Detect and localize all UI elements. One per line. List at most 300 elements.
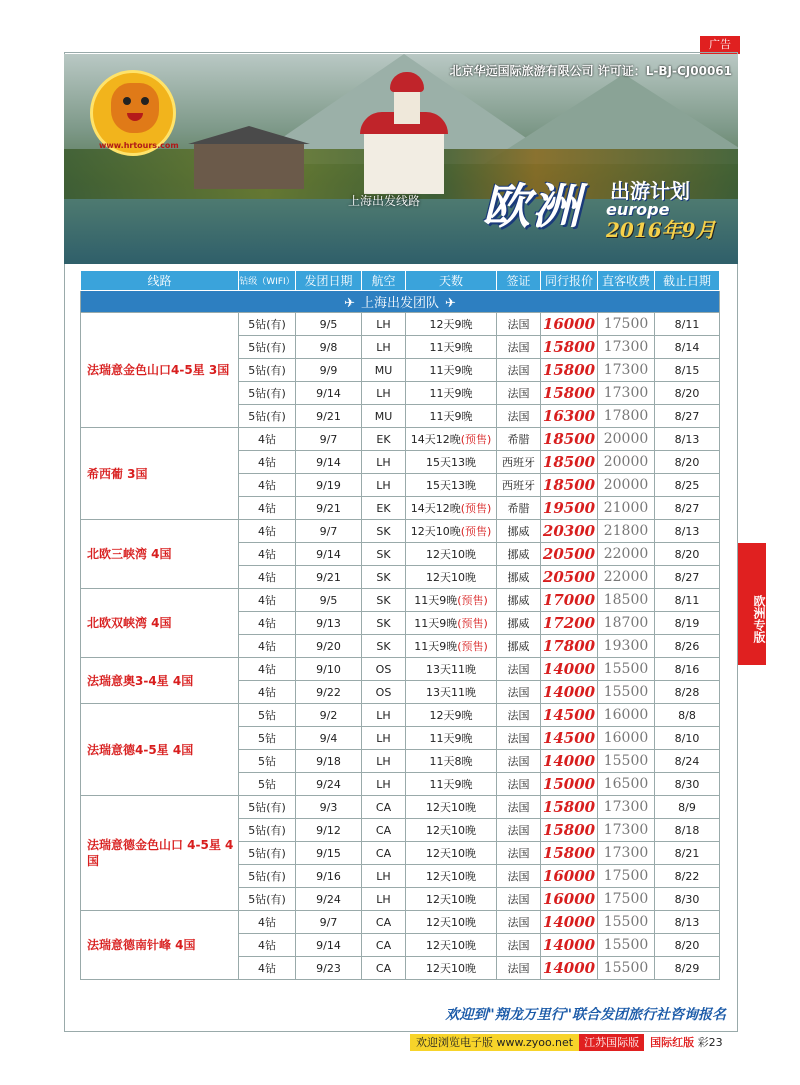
cell-peer-price: 17200 bbox=[541, 612, 598, 635]
church-building bbox=[364, 124, 444, 194]
cell-peer-price: 16000 bbox=[541, 865, 598, 888]
departure-label: 上海出发线路 bbox=[348, 194, 421, 208]
cell-peer-price: 17800 bbox=[541, 635, 598, 658]
cell-deadline: 8/16 bbox=[655, 658, 720, 681]
cell-direct-price: 16500 bbox=[598, 773, 655, 796]
cell-visa: 挪威 bbox=[497, 612, 541, 635]
table-row bbox=[81, 911, 720, 934]
welcome-banner: 欢迎到"翔龙万里行"联合发团旅行社咨询报名 bbox=[445, 1007, 726, 1023]
cell-peer-price: 18500 bbox=[541, 451, 598, 474]
cell-days bbox=[406, 773, 497, 796]
cell-direct-price: 15500 bbox=[598, 911, 655, 934]
cell-level: 4钻 bbox=[239, 566, 296, 589]
cell-days bbox=[406, 336, 497, 359]
cell-direct-price: 22000 bbox=[598, 543, 655, 566]
cell-airline: SK bbox=[362, 566, 406, 589]
days-text: 12天9晚 bbox=[429, 709, 473, 722]
cell-deadline: 8/9 bbox=[655, 796, 720, 819]
days-text: 12天10晚 bbox=[426, 916, 476, 929]
days-text: 12天10晚 bbox=[426, 824, 476, 837]
cell-airline: EK bbox=[362, 497, 406, 520]
col-date: 发团日期 bbox=[296, 271, 362, 291]
cell-direct-price: 22000 bbox=[598, 566, 655, 589]
cell-level: 4钻 bbox=[239, 474, 296, 497]
cell-visa: 挪威 bbox=[497, 635, 541, 658]
cell-direct-price: 15500 bbox=[598, 934, 655, 957]
cell-days bbox=[406, 704, 497, 727]
cell-level: 4钻 bbox=[239, 612, 296, 635]
cell-direct-price: 17300 bbox=[598, 796, 655, 819]
cell-visa: 西班牙 bbox=[497, 474, 541, 497]
col-peer-price: 同行报价 bbox=[541, 271, 598, 291]
tour-table bbox=[80, 270, 720, 980]
cell-date: 9/2 bbox=[296, 704, 362, 727]
cell-days bbox=[406, 727, 497, 750]
cell-level: 5钻(有) bbox=[239, 382, 296, 405]
cell-direct-price: 17500 bbox=[598, 313, 655, 336]
cell-level: 4钻 bbox=[239, 681, 296, 704]
cell-airline: LH bbox=[362, 750, 406, 773]
cell-direct-price: 18500 bbox=[598, 589, 655, 612]
cell-visa: 法国 bbox=[497, 336, 541, 359]
cell-date: 9/21 bbox=[296, 566, 362, 589]
cell-date: 9/15 bbox=[296, 842, 362, 865]
cell-airline: LH bbox=[362, 451, 406, 474]
cell-level: 4钻 bbox=[239, 543, 296, 566]
footer-page bbox=[644, 1034, 729, 1051]
cell-days bbox=[406, 635, 497, 658]
cell-date: 9/23 bbox=[296, 957, 362, 980]
cell-date: 9/5 bbox=[296, 589, 362, 612]
col-direct-price: 直客收费 bbox=[598, 271, 655, 291]
cell-deadline: 8/15 bbox=[655, 359, 720, 382]
cell-deadline: 8/10 bbox=[655, 727, 720, 750]
cell-level: 4钻 bbox=[239, 451, 296, 474]
cell-peer-price: 18500 bbox=[541, 428, 598, 451]
cell-peer-price: 14000 bbox=[541, 911, 598, 934]
cell-level: 5钻(有) bbox=[239, 405, 296, 428]
title-en: europe bbox=[606, 200, 670, 219]
cell-date: 9/14 bbox=[296, 451, 362, 474]
cell-direct-price: 15500 bbox=[598, 957, 655, 980]
cell-direct-price: 15500 bbox=[598, 658, 655, 681]
days-text: 15天13晚 bbox=[426, 479, 476, 492]
cell-visa: 挪威 bbox=[497, 589, 541, 612]
cell-visa: 法国 bbox=[497, 704, 541, 727]
cell-level: 5钻(有) bbox=[239, 336, 296, 359]
cell-deadline: 8/13 bbox=[655, 428, 720, 451]
footer-browse[interactable]: 欢迎浏览电子版 www.zyoo.net bbox=[410, 1034, 579, 1051]
route-name: 法瑞意德南针峰 4国 bbox=[81, 911, 239, 980]
cell-level: 5钻(有) bbox=[239, 819, 296, 842]
cell-date: 9/24 bbox=[296, 888, 362, 911]
cell-level: 4钻 bbox=[239, 934, 296, 957]
cell-days bbox=[406, 888, 497, 911]
cell-airline: LH bbox=[362, 773, 406, 796]
days-text: 11天9晚 bbox=[414, 640, 458, 653]
cell-airline: LH bbox=[362, 865, 406, 888]
days-text: 11天8晚 bbox=[429, 755, 473, 768]
cell-peer-price: 19500 bbox=[541, 497, 598, 520]
cell-airline: SK bbox=[362, 520, 406, 543]
days-text: 13天11晚 bbox=[426, 663, 476, 676]
cell-airline: SK bbox=[362, 635, 406, 658]
side-tab-europe: 欧洲专版 bbox=[738, 543, 766, 665]
table-header-row bbox=[81, 271, 720, 291]
cell-days bbox=[406, 359, 497, 382]
cell-date: 9/8 bbox=[296, 336, 362, 359]
cell-date: 9/10 bbox=[296, 658, 362, 681]
barn-building bbox=[194, 144, 304, 189]
cell-deadline: 8/27 bbox=[655, 497, 720, 520]
cell-visa: 法国 bbox=[497, 750, 541, 773]
cell-days bbox=[406, 796, 497, 819]
cell-direct-price: 17300 bbox=[598, 842, 655, 865]
cell-days bbox=[406, 451, 497, 474]
title-date: 2016年9月 bbox=[606, 218, 716, 242]
cell-peer-price: 14000 bbox=[541, 750, 598, 773]
cell-days bbox=[406, 566, 497, 589]
cell-visa: 希腊 bbox=[497, 428, 541, 451]
presale-note: (预售) bbox=[457, 617, 488, 630]
table-row bbox=[81, 704, 720, 727]
departure-band bbox=[81, 291, 720, 313]
cell-airline: SK bbox=[362, 589, 406, 612]
cell-visa: 法国 bbox=[497, 658, 541, 681]
table-row bbox=[81, 796, 720, 819]
cell-direct-price: 20000 bbox=[598, 428, 655, 451]
cell-peer-price: 15800 bbox=[541, 336, 598, 359]
route-name: 希西葡 3国 bbox=[81, 428, 239, 520]
company-logo bbox=[90, 70, 179, 156]
cell-visa: 法国 bbox=[497, 865, 541, 888]
cell-direct-price: 15500 bbox=[598, 750, 655, 773]
band-label: 上海出发团队 bbox=[360, 296, 439, 311]
cell-airline: MU bbox=[362, 359, 406, 382]
cell-level: 5钻(有) bbox=[239, 359, 296, 382]
cell-date: 9/19 bbox=[296, 474, 362, 497]
col-level: 钻级（WIFI） bbox=[239, 271, 296, 291]
cell-direct-price: 21800 bbox=[598, 520, 655, 543]
col-route: 线路 bbox=[81, 271, 239, 291]
table-row bbox=[81, 658, 720, 681]
cell-date: 9/13 bbox=[296, 612, 362, 635]
cell-deadline: 8/13 bbox=[655, 520, 720, 543]
cell-date: 9/4 bbox=[296, 727, 362, 750]
cell-visa: 法国 bbox=[497, 382, 541, 405]
cell-visa: 法国 bbox=[497, 359, 541, 382]
cell-date: 9/14 bbox=[296, 543, 362, 566]
cell-deadline: 8/14 bbox=[655, 336, 720, 359]
cell-days bbox=[406, 957, 497, 980]
days-text: 14天12晚 bbox=[410, 433, 461, 446]
cell-level: 5钻(有) bbox=[239, 888, 296, 911]
cell-date: 9/14 bbox=[296, 934, 362, 957]
cell-level: 4钻 bbox=[239, 635, 296, 658]
cell-deadline: 8/20 bbox=[655, 543, 720, 566]
days-text: 12天10晚 bbox=[426, 962, 476, 975]
cell-date: 9/5 bbox=[296, 313, 362, 336]
cell-peer-price: 16300 bbox=[541, 405, 598, 428]
cell-peer-price: 14000 bbox=[541, 681, 598, 704]
cell-peer-price: 15000 bbox=[541, 773, 598, 796]
cell-deadline: 8/20 bbox=[655, 451, 720, 474]
cell-date: 9/24 bbox=[296, 773, 362, 796]
company-license: 北京华远国际旅游有限公司 许可证：L-BJ-CJ00061 bbox=[449, 64, 732, 78]
days-text: 12天9晚 bbox=[429, 318, 473, 331]
days-text: 11天9晚 bbox=[429, 410, 473, 423]
cell-peer-price: 20300 bbox=[541, 520, 598, 543]
cell-days bbox=[406, 819, 497, 842]
route-name: 北欧三峡湾 4国 bbox=[81, 520, 239, 589]
cell-airline: LH bbox=[362, 888, 406, 911]
cell-visa: 法国 bbox=[497, 888, 541, 911]
route-name: 法瑞意德4-5星 4国 bbox=[81, 704, 239, 796]
col-deadline: 截止日期 bbox=[655, 271, 720, 291]
cell-visa: 挪威 bbox=[497, 543, 541, 566]
cell-date: 9/21 bbox=[296, 405, 362, 428]
cell-level: 4钻 bbox=[239, 428, 296, 451]
cell-airline: LH bbox=[362, 727, 406, 750]
cell-level: 4钻 bbox=[239, 520, 296, 543]
cell-level: 5钻 bbox=[239, 750, 296, 773]
cell-days bbox=[406, 681, 497, 704]
cell-direct-price: 17300 bbox=[598, 336, 655, 359]
cell-visa: 希腊 bbox=[497, 497, 541, 520]
cell-visa: 法国 bbox=[497, 957, 541, 980]
cell-date: 9/18 bbox=[296, 750, 362, 773]
cell-direct-price: 17300 bbox=[598, 819, 655, 842]
cell-level: 4钻 bbox=[239, 589, 296, 612]
cell-date: 9/3 bbox=[296, 796, 362, 819]
cell-airline: OS bbox=[362, 681, 406, 704]
presale-note: (预售) bbox=[460, 525, 492, 538]
cell-airline: CA bbox=[362, 957, 406, 980]
cell-direct-price: 20000 bbox=[598, 474, 655, 497]
cell-airline: CA bbox=[362, 819, 406, 842]
table-row bbox=[81, 520, 720, 543]
cell-deadline: 8/21 bbox=[655, 842, 720, 865]
cell-airline: LH bbox=[362, 313, 406, 336]
cell-peer-price: 16000 bbox=[541, 888, 598, 911]
cell-peer-price: 20500 bbox=[541, 543, 598, 566]
cell-deadline: 8/11 bbox=[655, 589, 720, 612]
cell-direct-price: 16000 bbox=[598, 727, 655, 750]
cell-visa: 法国 bbox=[497, 727, 541, 750]
cell-days bbox=[406, 543, 497, 566]
cell-airline: CA bbox=[362, 911, 406, 934]
cell-level: 4钻 bbox=[239, 497, 296, 520]
cell-deadline: 8/25 bbox=[655, 474, 720, 497]
cell-airline: SK bbox=[362, 612, 406, 635]
cell-visa: 法国 bbox=[497, 819, 541, 842]
cell-days bbox=[406, 313, 497, 336]
table-row bbox=[81, 428, 720, 451]
presale-note: (预售) bbox=[460, 433, 492, 446]
cell-level: 5钻(有) bbox=[239, 865, 296, 888]
cell-days bbox=[406, 842, 497, 865]
cell-visa: 西班牙 bbox=[497, 451, 541, 474]
cell-date: 9/20 bbox=[296, 635, 362, 658]
cell-peer-price: 15800 bbox=[541, 359, 598, 382]
cell-peer-price: 15800 bbox=[541, 796, 598, 819]
days-text: 11天9晚 bbox=[429, 732, 473, 745]
route-name: 法瑞意金色山口4-5星 3国 bbox=[81, 313, 239, 428]
cell-date: 9/7 bbox=[296, 911, 362, 934]
cell-days bbox=[406, 405, 497, 428]
days-text: 11天9晚 bbox=[414, 617, 458, 630]
cell-peer-price: 14500 bbox=[541, 704, 598, 727]
col-visa: 签证 bbox=[497, 271, 541, 291]
cell-peer-price: 14000 bbox=[541, 957, 598, 980]
cell-days bbox=[406, 658, 497, 681]
cell-airline: CA bbox=[362, 934, 406, 957]
cell-date: 9/16 bbox=[296, 865, 362, 888]
cell-direct-price: 17300 bbox=[598, 359, 655, 382]
cell-peer-price: 15800 bbox=[541, 382, 598, 405]
days-text: 11天9晚 bbox=[429, 341, 473, 354]
cell-peer-price: 14000 bbox=[541, 658, 598, 681]
cell-date: 9/22 bbox=[296, 681, 362, 704]
cell-airline: LH bbox=[362, 474, 406, 497]
days-text: 11天9晚 bbox=[414, 594, 458, 607]
cell-visa: 法国 bbox=[497, 911, 541, 934]
cell-date: 9/12 bbox=[296, 819, 362, 842]
cell-peer-price: 20500 bbox=[541, 566, 598, 589]
cell-days bbox=[406, 865, 497, 888]
cell-direct-price: 17500 bbox=[598, 888, 655, 911]
route-name: 北欧双峡湾 4国 bbox=[81, 589, 239, 658]
cell-direct-price: 15500 bbox=[598, 681, 655, 704]
cell-deadline: 8/27 bbox=[655, 566, 720, 589]
days-text: 11天9晚 bbox=[429, 387, 473, 400]
cell-direct-price: 17300 bbox=[598, 382, 655, 405]
cell-days bbox=[406, 520, 497, 543]
cell-deadline: 8/30 bbox=[655, 773, 720, 796]
cell-peer-price: 14000 bbox=[541, 934, 598, 957]
cell-level: 5钻(有) bbox=[239, 842, 296, 865]
cell-visa: 挪威 bbox=[497, 520, 541, 543]
days-text: 12天10晚 bbox=[426, 847, 476, 860]
cell-peer-price: 16000 bbox=[541, 313, 598, 336]
cell-date: 9/7 bbox=[296, 428, 362, 451]
presale-note: (预售) bbox=[457, 594, 488, 607]
cell-days bbox=[406, 911, 497, 934]
days-text: 12天10晚 bbox=[426, 939, 476, 952]
presale-note: (预售) bbox=[460, 502, 492, 515]
cell-visa: 法国 bbox=[497, 681, 541, 704]
cell-airline: LH bbox=[362, 336, 406, 359]
cell-level: 5钻 bbox=[239, 704, 296, 727]
cell-deadline: 8/20 bbox=[655, 382, 720, 405]
cell-peer-price: 14500 bbox=[541, 727, 598, 750]
airplane-icon: ✈ bbox=[445, 296, 456, 311]
cell-days bbox=[406, 934, 497, 957]
footer-edition: 江苏国际版 bbox=[579, 1034, 644, 1051]
cell-visa: 法国 bbox=[497, 842, 541, 865]
cell-deadline: 8/24 bbox=[655, 750, 720, 773]
table-row bbox=[81, 589, 720, 612]
route-name: 法瑞意德金色山口 4-5星 4国 bbox=[81, 796, 239, 911]
cell-deadline: 8/18 bbox=[655, 819, 720, 842]
cell-peer-price: 18500 bbox=[541, 474, 598, 497]
days-text: 11天9晚 bbox=[429, 778, 473, 791]
cell-deadline: 8/13 bbox=[655, 911, 720, 934]
col-airline: 航空 bbox=[362, 271, 406, 291]
cell-airline: OS bbox=[362, 658, 406, 681]
airplane-icon: ✈ bbox=[344, 296, 355, 311]
cell-deadline: 8/22 bbox=[655, 865, 720, 888]
cell-direct-price: 17800 bbox=[598, 405, 655, 428]
cell-date: 9/9 bbox=[296, 359, 362, 382]
cell-deadline: 8/20 bbox=[655, 934, 720, 957]
footer-page-number: 彩23 bbox=[697, 1036, 723, 1049]
cell-direct-price: 16000 bbox=[598, 704, 655, 727]
cell-direct-price: 20000 bbox=[598, 451, 655, 474]
days-text: 14天12晚 bbox=[410, 502, 461, 515]
ad-tag: 广告 bbox=[700, 36, 740, 54]
kangaroo-mascot-icon bbox=[111, 83, 159, 133]
cell-airline: EK bbox=[362, 428, 406, 451]
cell-level: 5钻(有) bbox=[239, 796, 296, 819]
cell-direct-price: 18700 bbox=[598, 612, 655, 635]
cell-visa: 挪威 bbox=[497, 566, 541, 589]
cell-airline: MU bbox=[362, 405, 406, 428]
cell-deadline: 8/29 bbox=[655, 957, 720, 980]
title-sub: 出游计划 bbox=[610, 179, 690, 203]
days-text: 12天10晚 bbox=[426, 548, 476, 561]
presale-note: (预售) bbox=[457, 640, 488, 653]
cell-visa: 法国 bbox=[497, 773, 541, 796]
cell-deadline: 8/28 bbox=[655, 681, 720, 704]
cell-airline: LH bbox=[362, 382, 406, 405]
days-text: 13天11晚 bbox=[426, 686, 476, 699]
cell-date: 9/7 bbox=[296, 520, 362, 543]
days-text: 11天9晚 bbox=[429, 364, 473, 377]
days-text: 12天10晚 bbox=[410, 525, 461, 538]
days-text: 15天13晚 bbox=[426, 456, 476, 469]
title-main: 欧洲 bbox=[482, 179, 583, 235]
cell-direct-price: 17500 bbox=[598, 865, 655, 888]
cell-deadline: 8/30 bbox=[655, 888, 720, 911]
cell-visa: 法国 bbox=[497, 796, 541, 819]
cell-deadline: 8/19 bbox=[655, 612, 720, 635]
route-name: 法瑞意奥3-4星 4国 bbox=[81, 658, 239, 704]
days-text: 12天10晚 bbox=[426, 801, 476, 814]
cell-days bbox=[406, 497, 497, 520]
cell-direct-price: 21000 bbox=[598, 497, 655, 520]
cell-visa: 法国 bbox=[497, 934, 541, 957]
cell-level: 5钻 bbox=[239, 773, 296, 796]
cell-airline: LH bbox=[362, 704, 406, 727]
cell-direct-price: 19300 bbox=[598, 635, 655, 658]
cell-deadline: 8/27 bbox=[655, 405, 720, 428]
footer-column: 国际红版 bbox=[650, 1036, 695, 1049]
table-row bbox=[81, 313, 720, 336]
cell-days bbox=[406, 612, 497, 635]
cell-peer-price: 15800 bbox=[541, 842, 598, 865]
cell-days bbox=[406, 750, 497, 773]
cell-deadline: 8/8 bbox=[655, 704, 720, 727]
col-days: 天数 bbox=[406, 271, 497, 291]
footer-bar bbox=[410, 1034, 729, 1051]
cell-peer-price: 15800 bbox=[541, 819, 598, 842]
cell-visa: 法国 bbox=[497, 313, 541, 336]
cell-level: 4钻 bbox=[239, 957, 296, 980]
cell-days bbox=[406, 428, 497, 451]
days-text: 12天10晚 bbox=[426, 571, 476, 584]
cell-days bbox=[406, 589, 497, 612]
